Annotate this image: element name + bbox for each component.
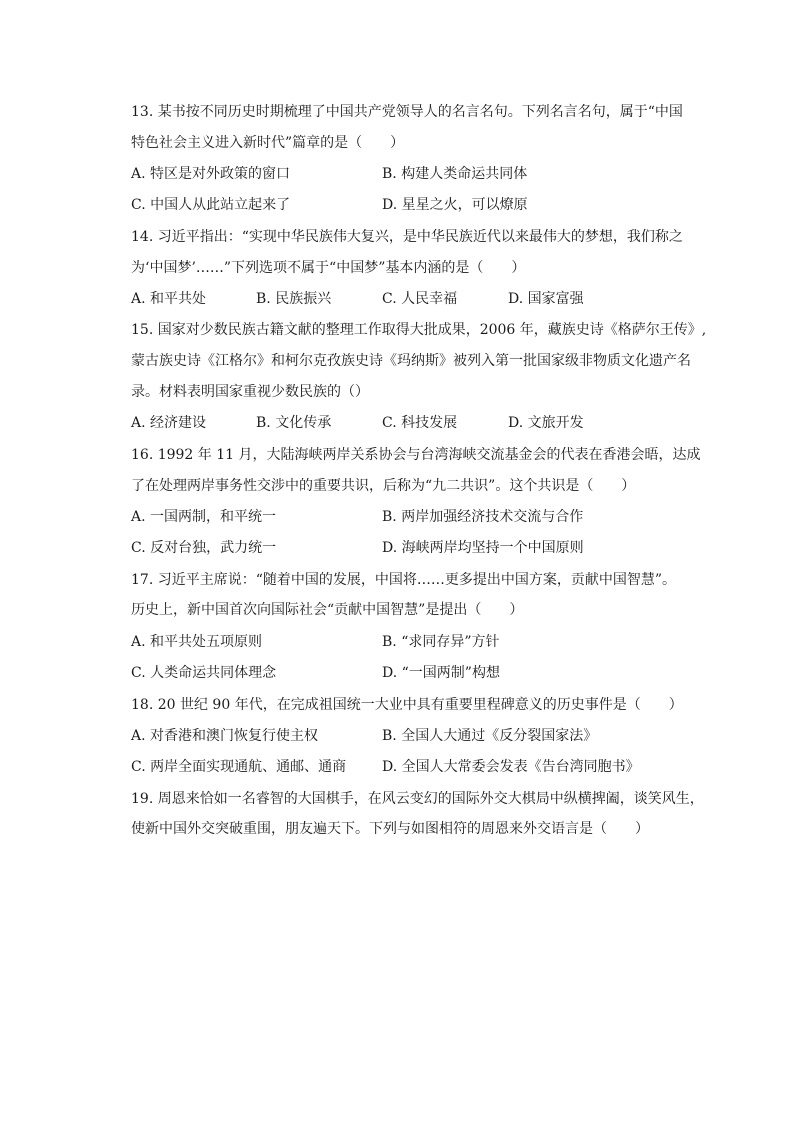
question-14-option-c: C. 人民幸福: [382, 291, 458, 307]
question-16-option-d: D. 海峡两岸均坚持一个中国原则: [382, 540, 584, 556]
question-16-stem-line-2: 了在处理两岸事务性交涉中的重要共识，后称为“九二共识”。这个共识是（ ）: [131, 478, 636, 494]
question-16-stem-line-1: 16. 1992 年 11 月，大陆海峡两岸关系协会与台湾海峡交流基金会的代表在香港会晤，达成: [131, 447, 701, 463]
question-17-option-b: B. “求同存异”方针: [382, 634, 500, 650]
question-18-option-a: A. 对香港和澳门恢复行使主权: [131, 728, 319, 744]
question-13-option-a: A. 特区是对外政策的窗口: [131, 166, 291, 182]
question-15-stem-line-2: 蒙古族史诗《江格尔》和柯尔克孜族史诗《玛纳斯》被列入第一批国家级非物质文化遗产名: [131, 353, 691, 369]
question-15-option-a: A. 经济建设: [131, 415, 207, 431]
question-17-option-a: A. 和平共处五项原则: [131, 634, 263, 650]
question-19-stem-line-2: 使新中国外交突破重围，朋友遍天下。下列与如图相符的周恩来外交语言是（ ）: [131, 821, 649, 837]
question-18-stem-line-1: 18. 20 世纪 90 年代，在完成祖国统一大业中具有重要里程碑意义的历史事件是（ ）: [131, 697, 683, 713]
question-17-stem-line-2: 历史上，新中国首次向国际社会“贡献中国智慧”是提出（ ）: [131, 602, 524, 618]
question-14-option-b: B. 民族振兴: [256, 291, 332, 307]
question-14-stem-line-1: 14. 习近平指出：“实现中华民族伟大复兴，是中华民族近代以来最伟大的梦想，我们称之: [131, 229, 683, 245]
question-17-option-c: C. 人类命运共同体理念: [131, 665, 277, 681]
question-19-stem-line-1: 19. 周恩来恰如一名睿智的大国棋手，在风云变幻的国际外交大棋局中纵横捭阖，谈笑风生，: [131, 791, 704, 807]
question-18-option-d: D. 全国人大常委会发表《告台湾同胞书》: [382, 759, 640, 775]
question-13-stem-line-1: 13. 某书按不同历史时期梳理了中国共产党领导人的名言名句。下列名言名句，属于“中国: [131, 104, 683, 120]
question-18-option-c: C. 两岸全面实现通航、通邮、通商: [131, 759, 347, 775]
question-15-option-d: D. 文旅开发: [508, 415, 584, 431]
question-17-stem-line-1: 17. 习近平主席说：“随着中国的发展，中国将……更多提出中国方案，贡献中国智慧”。: [131, 572, 677, 588]
question-15-option-b: B. 文化传承: [256, 415, 332, 431]
question-16-option-b: B. 两岸加强经济技术交流与合作: [382, 509, 584, 525]
question-13-option-c: C. 中国人从此站立起来了: [131, 197, 291, 213]
question-15-stem-line-3: 录。材料表明国家重视少数民族的（）: [131, 384, 369, 400]
question-14-stem-line-2: 为‘中国梦’……”下列选项不属于“中国梦”基本内涵的是（ ）: [131, 260, 526, 276]
question-13-stem-line-2: 特色社会主义进入新时代”篇章的是（ ）: [131, 135, 405, 151]
question-16-option-c: C. 反对台独，武力统一: [131, 540, 277, 556]
question-13-option-d: D. 星星之火，可以燎原: [382, 197, 528, 213]
question-16-option-a: A. 一国两制，和平统一: [131, 509, 277, 525]
question-14-option-a: A. 和平共处: [131, 291, 207, 307]
question-15-stem-line-1: 15. 国家对少数民族古籍文献的整理工作取得大批成果，2006 年，藏族史诗《格萨尔王传》,: [131, 322, 707, 338]
question-18-option-b: B. 全国人大通过《反分裂国家法》: [382, 728, 598, 744]
question-13-option-b: B. 构建人类命运共同体: [382, 166, 528, 182]
question-14-option-d: D. 国家富强: [508, 291, 584, 307]
question-17-option-d: D. “一国两制”构想: [382, 665, 500, 681]
question-15-option-c: C. 科技发展: [382, 415, 458, 431]
